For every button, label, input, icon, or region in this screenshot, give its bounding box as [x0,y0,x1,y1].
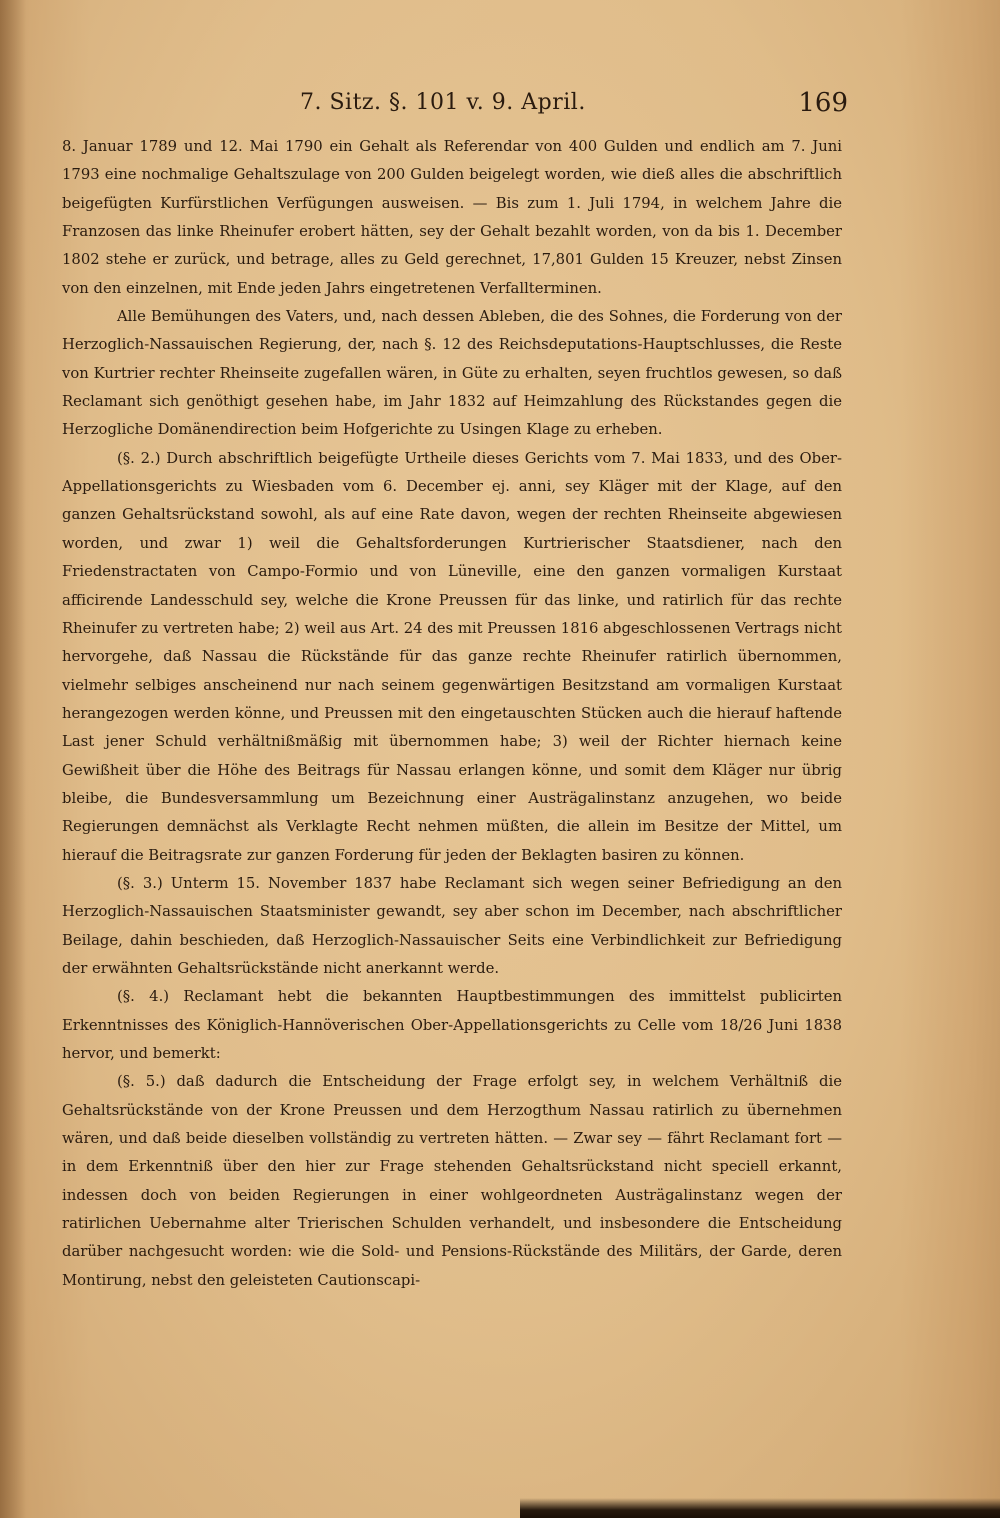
paragraph-section-5: (§. 5.) daß dadurch die Entscheidung der Frage erfolgt sey, in welchem Verhältniß die Gehaltsrückstände von der Krone Preussen und dem Herzogthum Nassau ratirlich zu übernehmen wären, und daß beide dieselben vollständig zu vertreten hätten. — Zwar sey — fährt Reclamant fort — in dem Erkenntniß über den hier zur Frage stehenden Gehaltsrückstand nicht speciell erkannt, indessen doch von beiden Regierungen in einer wohlgeordneten Austrägalinstanz wegen der ratirlichen Uebernahme alter Trierischen Schulden verhandelt, und insbesondere die Entscheidung darüber nachgesucht worden: wie die Sold- und Pensions-Rückstände des Militärs, der Garde, deren Montirung, nebst den geleisteten Cautionscapi- [62,1073,842,1289]
paragraph-section-4: (§. 4.) Reclamant hebt die bekannten Hauptbestimmungen des immittelst publicirten Erkenntnisses des Königlich-Hannöverischen Ober-Appellationsgerichts zu Celle vom 18/26 Juni 1838 hervor, und bemerkt: [62,988,842,1062]
page-header [60,88,848,124]
paragraph-efforts: Alle Bemühungen des Vaters, und, nach dessen Ableben, die des Sohnes, die Forderung von der Herzoglich-Nassauischen Regierung, der, nach §. 12 des Reichsdeputations-Hauptschlusses, die Reste von Kurtrier rechter Rheinseite zugefallen wären, in Güte zu erhalten, seyen fruchtlos gewesen, so daß Reclamant sich genöthigt gesehen habe, im Jahr 1832 auf Heimzahlung des Rückstandes gegen die Herzogliche Domänendirection beim Hofgerichte zu Usingen Klage zu erheben. [62,308,842,439]
paragraph-continuation: 8. Januar 1789 und 12. Mai 1790 ein Gehalt als Referendar von 400 Gulden und endlich am 7. Juni 1793 eine nochmalige Gehaltszulage von 200 Gulden beigelegt worden, wie dieß alles die abschriftlich beigefügten Kurfürstlichen Verfügungen ausweisen. — Bis zum 1. Juli 1794, in welchem Jahre die Franzosen das linke Rheinufer erobert hätten, sey der Gehalt bezahlt worden, von da bis 1. December 1802 stehe er zurück, und betrage, alles zu Geld gerechnet, 17,801 Gulden 15 Kreuzer, nebst Zinsen von den einzelnen, mit Ende jeden Jahrs eingetretenen Verfallterminen. [62,138,842,297]
body-text [62,133,842,1295]
paragraph-section-2: (§. 2.) Durch abschriftlich beigefügte Urtheile dieses Gerichts vom 7. Mai 1833, und des Ober-Appellationsgerichts zu Wiesbaden vom 6. December ej. anni, sey Kläger mit der Klage, auf den ganzen Gehaltsrückstand sowohl, als auf eine Rate davon, wegen der rechten Rheinseite abgewiesen worden, und zwar 1) weil die Gehaltsforderungen Kurtrierischer Staatsdiener, nach den Friedenstractaten von Campo-Formio und von Lüneville, eine den ganzen vormaligen Kurstaat afficirende Landesschuld sey, welche die Krone Preussen für das linke, und ratirlich für das rechte Rheinufer zu vertreten habe; 2) weil aus Art. 24 des mit Preussen 1816 abgeschlossenen Vertrags nicht hervorgehe, daß Nassau die Rückstände für das ganze rechte Rheinufer ratirlich übernommen, vielmehr selbiges anscheinend nur nach seinem gegenwärtigen Besitzstand am vormaligen Kurstaat herangezogen werden könne, und Preussen mit den eingetauschten Stücken auch die hierauf haftende Last jener Schuld verhältnißmäßig mit übernommen habe; 3) weil der Richter hiernach keine Gewißheit über die Höhe des Beitrags für Nassau erlangen könne, und somit dem Kläger nur übrig bleibe, die Bundesversammlung um Bezeichnung einer Austrägalinstanz anzugehen, wo beide Regierungen demnächst als Verklagte Recht nehmen müßten, die allein im Besitze der Mittel, um hierauf die Beitragsrate zur ganzen Forderung für jeden der Beklagten basiren zu können. [62,449,842,864]
page-bottom-edge [520,1498,1000,1518]
page-number: 169 [798,88,848,118]
binding-shadow [0,0,26,1518]
running-head: 7. Sitz. §. 101 v. 9. April. [300,90,586,115]
paragraph-section-3: (§. 3.) Unterm 15. November 1837 habe Reclamant sich wegen seiner Befriedigung an den Herzoglich-Nassauischen Staatsminister gewandt, sey aber schon im December, nach abschriftlicher Beilage, dahin beschieden, daß Herzoglich-Nassauischer Seits eine Verbindlichkeit zur Befriedigung der erwähnten Gehaltsrückstände nicht anerkannt werde. [62,874,842,977]
